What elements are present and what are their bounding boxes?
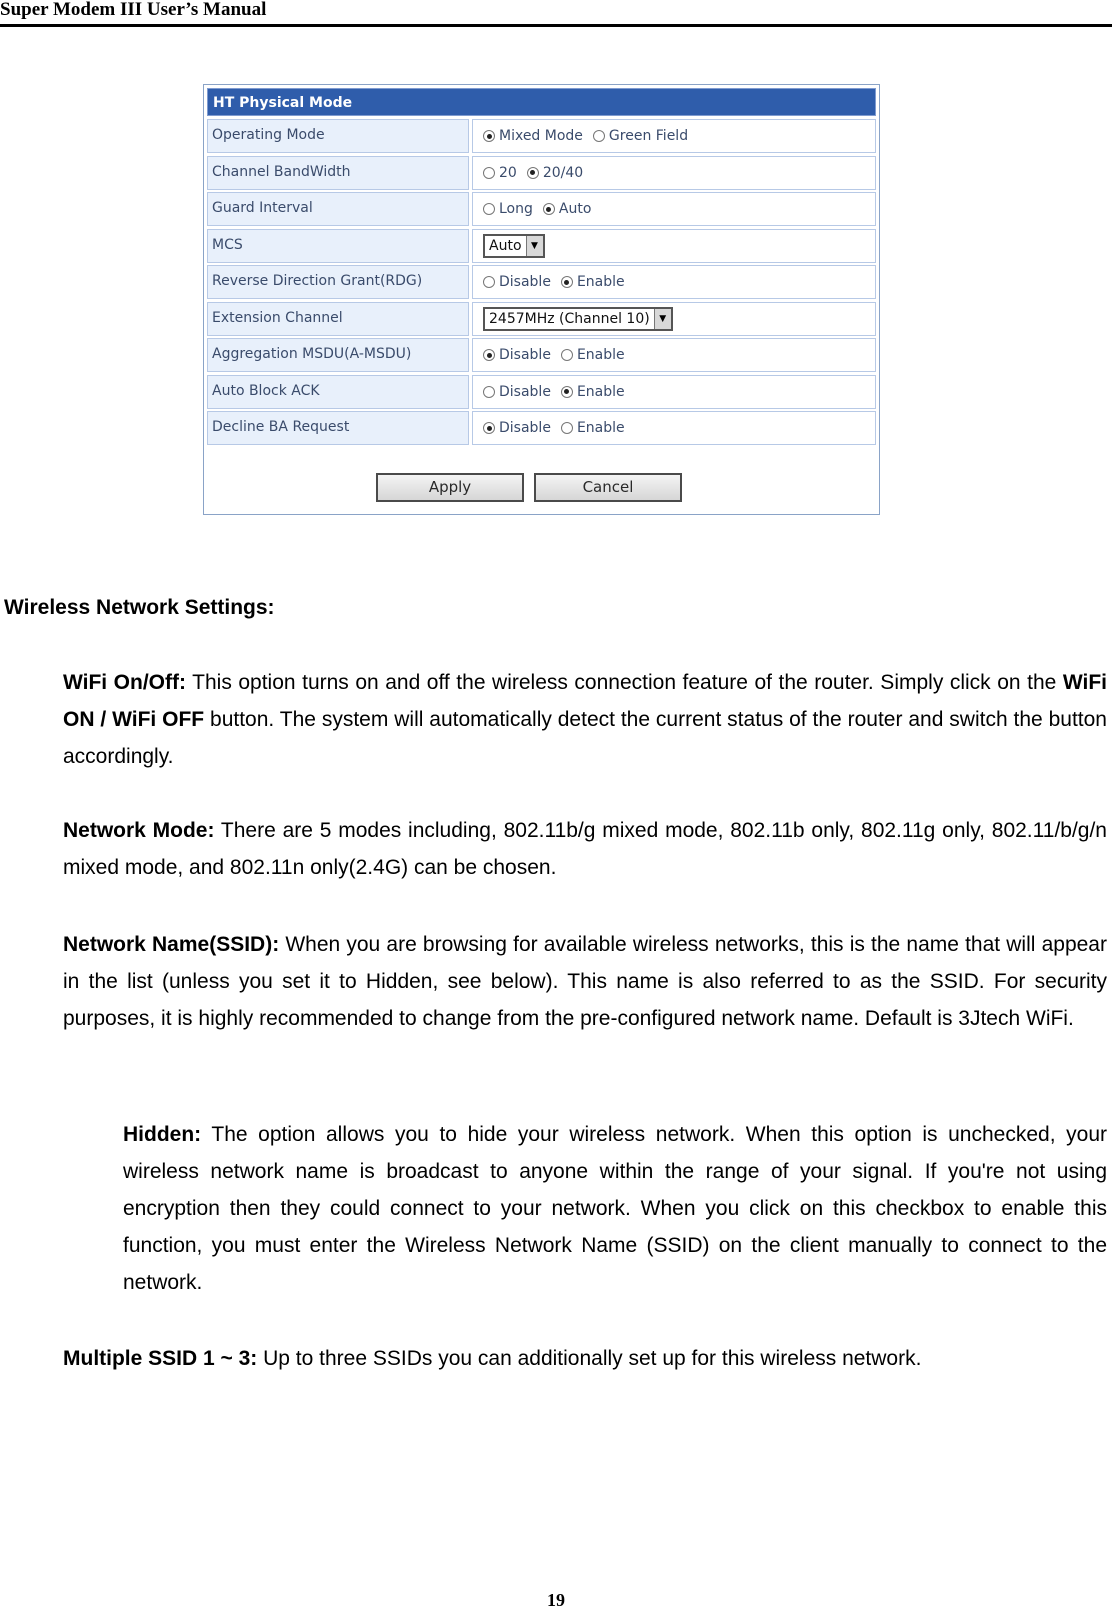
radio-button-icon[interactable] [543, 203, 555, 215]
dropdown-value: 2457MHz (Channel 10) [489, 310, 650, 327]
settings-row [207, 301, 876, 338]
radio-label: Disable [499, 383, 551, 400]
radio-label: Disable [499, 420, 551, 436]
radio-option[interactable] [483, 265, 551, 299]
chevron-down-icon[interactable]: ▼ [654, 309, 671, 329]
hidden-text: The option allows you to hide your wireless network. When this option is unchecked, your wireless network name is broadcast to anyone within the range of your signal. If you're not using encryption then they could connect to your network. When you click on this checkbox to enable this function, you must enter the Wireless Network Name (SSID) on the client manually to connect to the network. [123, 1123, 1107, 1294]
radio-option[interactable] [483, 375, 551, 409]
radio-button-icon[interactable] [527, 167, 539, 179]
setting-label: MCS [207, 229, 469, 263]
settings-row [207, 118, 876, 155]
multiple-ssid-text: Up to three SSIDs you can additionally set up for this wireless network. [257, 1347, 922, 1370]
term-network-mode: Network Mode: [63, 819, 215, 842]
manual-title: Super Modem III User’s Manual [0, 0, 267, 20]
radio-button-icon[interactable] [561, 349, 573, 361]
network-name-text: When you are browsing for available wireless networks, this is the name that will appear in the list (unless you set it to Hidden, see below). This name is also referred to as the SSID. For security purposes, it is highly recommended to change from the pre-configured network name. Default is 3Jtech WiFi. [63, 933, 1107, 1030]
setting-value [472, 229, 876, 263]
setting-label: Decline BA Request [207, 411, 469, 445]
dropdown-select[interactable] [483, 234, 545, 258]
radio-label: Enable [576, 420, 625, 436]
setting-value [472, 156, 876, 190]
setting-value [472, 192, 876, 226]
wifi-text-1: This option turns on and off the wireless connection feature of the router. Simply click on the [185, 671, 1063, 694]
radio-button-icon[interactable] [483, 349, 495, 361]
setting-value [472, 119, 876, 153]
radio-label: Green Field [608, 128, 689, 144]
radio-button-icon[interactable] [483, 276, 495, 288]
settings-row [207, 337, 876, 374]
setting-value [472, 375, 876, 409]
setting-label: Extension Channel [207, 302, 469, 336]
radio-label: 20/40 [542, 164, 584, 181]
wifi-button-name: WiFi ON / WiFi OFF [63, 671, 1107, 731]
term-network-name: Network Name(SSID): [63, 933, 280, 956]
setting-label: Guard Interval [207, 192, 469, 226]
radio-button-icon[interactable] [483, 422, 495, 434]
radio-label: Auto [558, 201, 592, 217]
settings-row [207, 374, 876, 411]
dropdown-select[interactable] [483, 307, 673, 331]
radio-option[interactable] [483, 156, 517, 190]
radio-option[interactable] [483, 192, 533, 226]
cancel-button[interactable]: Cancel [534, 473, 682, 502]
radio-button-icon[interactable] [593, 130, 605, 142]
paragraph-multiple-ssid [63, 1340, 1107, 1377]
radio-option[interactable] [561, 265, 625, 299]
setting-value [472, 302, 876, 336]
section-title: Wireless Network Settings: [4, 596, 275, 619]
dropdown-value: Auto [489, 237, 522, 254]
settings-row [207, 264, 876, 301]
radio-label: Enable [576, 347, 625, 363]
network-mode-text: There are 5 modes including, 802.11b/g mixed mode, 802.11b only, 802.11g only, 802.11/b/g/n mixed mode, and 802.11n only(2.4G) can be chosen. [63, 819, 1107, 879]
radio-option[interactable] [483, 338, 551, 372]
wifi-text-2: button. The system will automatically detect the current status of the router and switch the button accordingly. [63, 708, 1107, 768]
paragraph-network-mode [63, 812, 1107, 886]
radio-button-icon[interactable] [561, 276, 573, 288]
radio-label: Long [499, 201, 533, 217]
radio-option[interactable] [593, 119, 688, 153]
radio-option[interactable] [483, 411, 551, 445]
radio-label: Enable [576, 383, 625, 400]
paragraph-network-name [63, 926, 1107, 1037]
radio-option[interactable] [561, 375, 625, 409]
ht-physical-mode-panel [203, 84, 880, 515]
page-header [0, 0, 1112, 27]
radio-button-icon[interactable] [483, 167, 495, 179]
radio-option[interactable] [543, 192, 592, 226]
setting-label: Operating Mode [207, 119, 469, 153]
radio-option[interactable] [561, 411, 625, 445]
page-number: 19 [547, 1590, 565, 1610]
radio-option[interactable] [527, 156, 583, 190]
radio-label: 20 [499, 164, 517, 181]
radio-button-icon[interactable] [483, 203, 495, 215]
apply-button[interactable]: Apply [376, 473, 524, 502]
radio-label: Disable [499, 274, 551, 290]
setting-value [472, 411, 876, 445]
radio-option[interactable] [483, 119, 583, 153]
settings-row [207, 191, 876, 228]
term-wifi: WiFi On/Off: [63, 671, 186, 694]
radio-label: Enable [576, 274, 625, 290]
radio-button-icon[interactable] [561, 386, 573, 398]
settings-row [207, 410, 876, 447]
radio-label: Mixed Mode [499, 128, 583, 144]
radio-button-icon[interactable] [483, 130, 495, 142]
term-multiple-ssid: Multiple SSID 1 ~ 3: [63, 1347, 258, 1370]
settings-row [207, 228, 876, 265]
paragraph-hidden [123, 1116, 1107, 1301]
radio-option[interactable] [561, 338, 625, 372]
setting-value [472, 265, 876, 299]
setting-label: Auto Block ACK [207, 375, 469, 409]
panel-title: HT Physical Mode [207, 88, 876, 116]
paragraph-wifi-on-off [63, 664, 1107, 775]
setting-label: Reverse Direction Grant(RDG) [207, 265, 469, 299]
settings-rows [207, 118, 876, 447]
radio-label: Disable [499, 347, 551, 363]
term-hidden: Hidden: [123, 1123, 202, 1146]
chevron-down-icon[interactable]: ▼ [526, 236, 543, 256]
setting-label: Channel BandWidth [207, 156, 469, 190]
radio-button-icon[interactable] [483, 386, 495, 398]
radio-button-icon[interactable] [561, 422, 573, 434]
setting-label: Aggregation MSDU(A-MSDU) [207, 338, 469, 372]
setting-value [472, 338, 876, 372]
settings-row [207, 155, 876, 192]
